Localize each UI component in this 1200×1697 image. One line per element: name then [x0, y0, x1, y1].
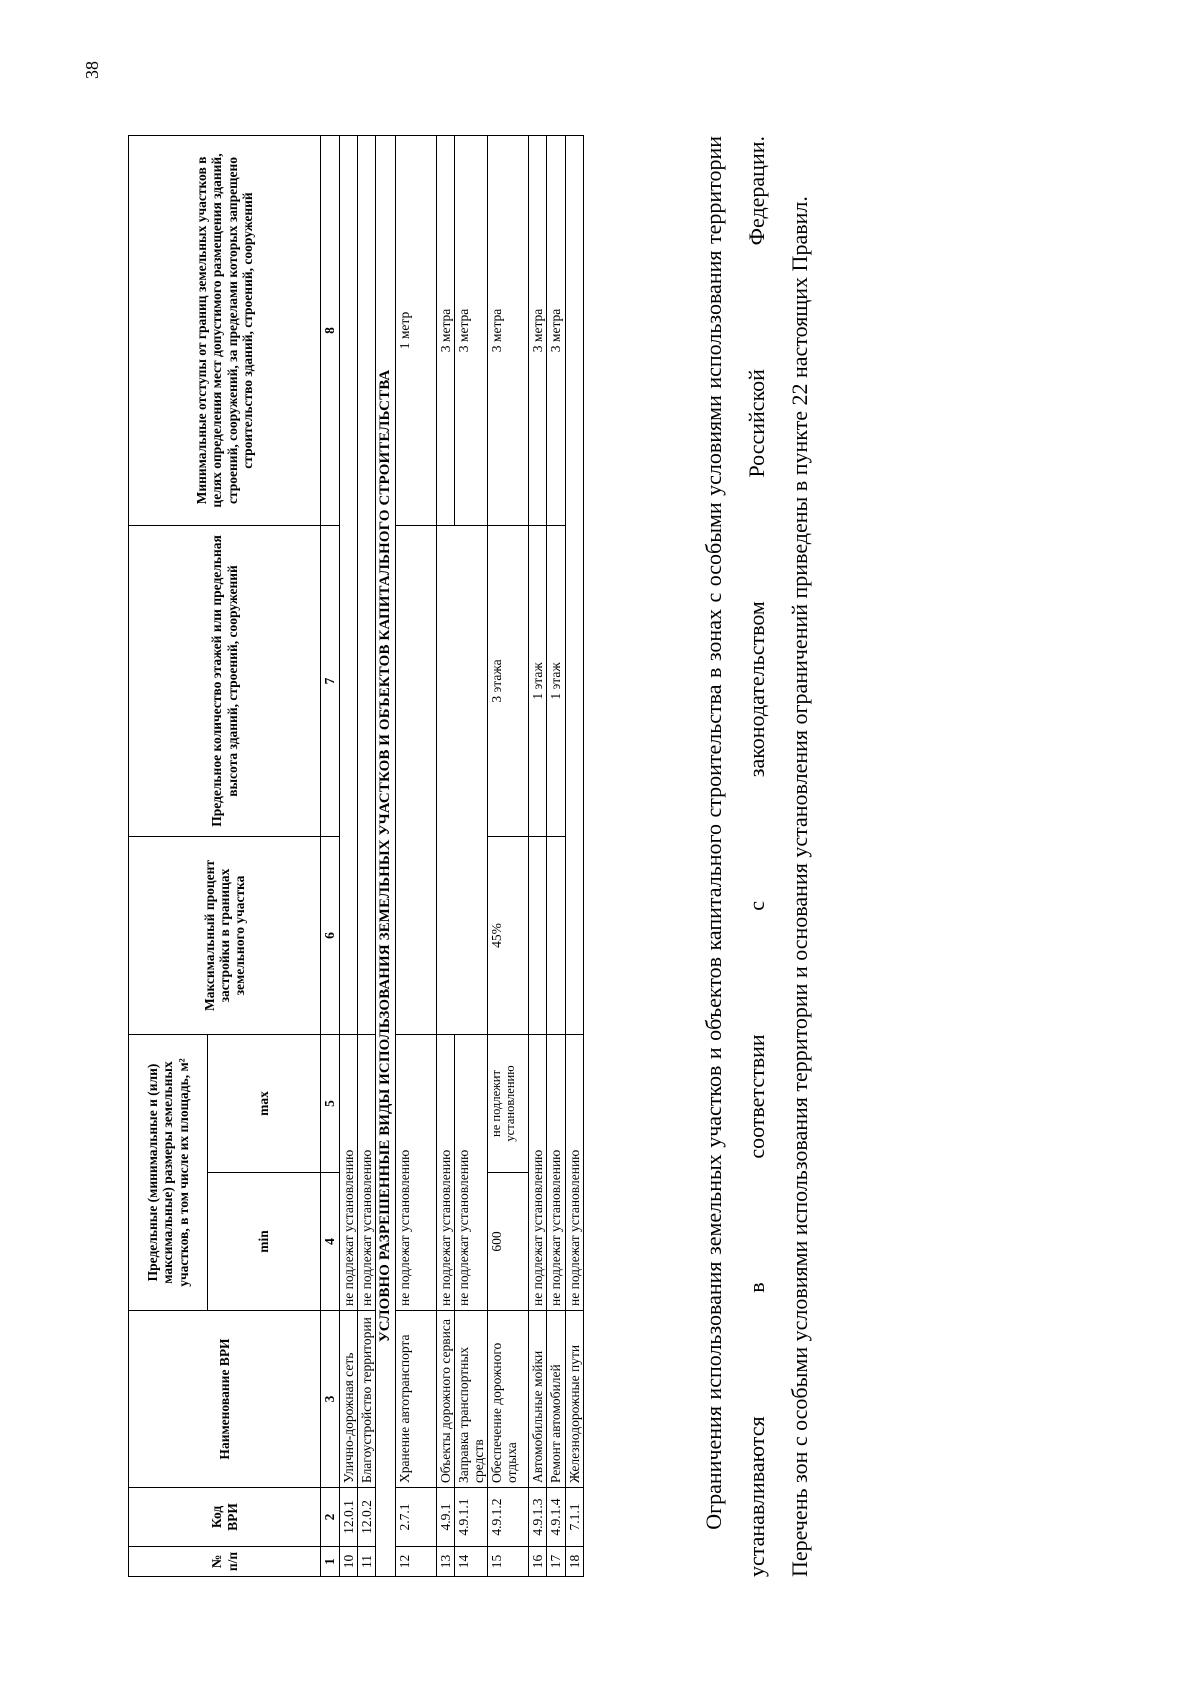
plot-size-min: 600: [488, 1173, 529, 1311]
vri-code: 12.0.2: [358, 1488, 376, 1547]
vri-code: 4.9.1.3: [529, 1488, 547, 1547]
column-number: 7: [321, 525, 340, 836]
header-max: max: [208, 1034, 321, 1172]
plot-size: не подлежат установлению: [396, 1034, 437, 1310]
vri-name: Обеспечение дорожного отдыха: [488, 1311, 529, 1488]
vri-code: 4.9.1.4: [547, 1488, 565, 1547]
floors: 1 этаж: [547, 525, 565, 836]
setback: 3 метра: [488, 135, 529, 525]
column-number: 8: [321, 135, 340, 525]
table-row: [340, 135, 358, 1576]
vri-name: Автомобильные мойки: [529, 1311, 547, 1488]
row-number: 17: [547, 1547, 565, 1577]
column-number-row: [321, 135, 340, 1576]
plot-size: не подлежат установлению: [340, 1034, 358, 1310]
table-row: [529, 135, 547, 1576]
column-number: 1: [321, 1547, 340, 1577]
vri-code: 12.0.1: [340, 1488, 358, 1547]
setback: 1 метр: [396, 135, 437, 525]
row-number: 15: [488, 1547, 529, 1577]
header-code: Код ВРИ: [129, 1488, 321, 1547]
column-number: 3: [321, 1311, 340, 1488]
header-row-1: [129, 135, 208, 1576]
vri-name: Объекты дорожного сервиса: [437, 1311, 455, 1488]
setback: 3 метра: [529, 135, 547, 525]
setback: 3 метра: [547, 135, 565, 525]
header-min: min: [208, 1173, 321, 1311]
plot-size: не подлежат установлению: [565, 1034, 583, 1310]
table-row: [358, 135, 376, 1576]
zones-paragraph: Перечень зон с особыми условиями использования территории и основания установления ограничений приведены в пункте 22 настоящих Правил.: [787, 196, 812, 1577]
table-row: [547, 135, 565, 1576]
row-number: 13: [437, 1547, 455, 1577]
plot-size: не подлежат установлению: [358, 1034, 376, 1310]
vri-name: Хранение автотранспорта: [396, 1311, 437, 1488]
header-floors: Предельное количество этажей или предельная высота зданий, строений, сооружений: [129, 525, 321, 836]
vri-name: Заправка транспортных средств: [455, 1311, 488, 1488]
vri-code: 4.9.1.2: [488, 1488, 529, 1547]
empty-cell: [565, 135, 583, 1034]
section-title: УСЛОВНО РАЗРЕШЕННЫЕ ВИДЫ ИСПОЛЬЗОВАНИЯ ЗЕМЕЛЬНЫХ УЧАСТКОВ И ОБЪЕКТОВ КАПИТАЛЬНОГО СТРОИТЕЛЬСТВА: [376, 135, 396, 1576]
column-number: 4: [321, 1173, 340, 1311]
row-number: 10: [340, 1547, 358, 1577]
setback: 3 метра: [455, 135, 488, 525]
regulations-table: [128, 135, 584, 1577]
row-number: 14: [455, 1547, 488, 1577]
empty-cell: [396, 525, 437, 1034]
header-num: № п/п: [129, 1547, 321, 1577]
section-row: [376, 135, 396, 1576]
vri-code: 2.7.1: [396, 1488, 437, 1547]
vri-code: 7.1.1: [565, 1488, 583, 1547]
build-percent: 45%: [488, 836, 529, 1034]
restrictions-paragraph: Ограничения использования земельных участков и объектов капитального строительства в зонах с особыми условиями использования территории устанавливаются в соответствии с законодательством Российской Федерации.: [701, 136, 769, 1577]
table-row: [488, 135, 529, 1576]
empty-cell: [358, 135, 376, 1034]
vri-code: 4.9.1: [437, 1488, 455, 1547]
row-number: 16: [529, 1547, 547, 1577]
vri-name: Благоустройство территории: [358, 1311, 376, 1488]
empty-cell: [340, 135, 358, 1034]
table-row: [437, 135, 455, 1576]
setback: 3 метра: [437, 135, 455, 525]
plot-size: не подлежат установлению: [455, 1034, 488, 1310]
row-number: 11: [358, 1547, 376, 1577]
vri-name: Железнодорожные пути: [565, 1311, 583, 1488]
column-number: 2: [321, 1488, 340, 1547]
floors: 3 этажа: [488, 525, 529, 836]
header-percent: Максимальный процент застройки в границах земельного участка: [129, 836, 321, 1034]
header-size: Предельные (минимальные и (или) максимальные) размеры земельных участков, в том числе их площадь, м²: [129, 1034, 208, 1310]
header-name: Наименование ВРИ: [129, 1311, 321, 1488]
vri-code: 4.9.1.1: [455, 1488, 488, 1547]
empty-cell: [529, 836, 547, 1034]
plot-size-max: не подлежит установлению: [488, 1034, 529, 1172]
row-number: 18: [565, 1547, 583, 1577]
plot-size: не подлежат установлению: [529, 1034, 547, 1310]
vri-name: Ремонт автомобилей: [547, 1311, 565, 1488]
empty-cell: [437, 525, 488, 1034]
header-setback: Минимальные отступы от границ земельных участков в целях определения мест допустимого размещения зданий, строений, сооружений, за пределами которых запрещено строительство зданий, строений, сооружений: [129, 135, 321, 525]
column-number: 5: [321, 1034, 340, 1172]
vri-name: Улично-дорожная сеть: [340, 1311, 358, 1488]
column-number: 6: [321, 836, 340, 1034]
page-number: 38: [82, 61, 102, 79]
plot-size: не подлежат установлению: [437, 1034, 455, 1310]
empty-cell: [547, 836, 565, 1034]
row-number: 12: [396, 1547, 437, 1577]
table-row: [565, 135, 583, 1576]
table-row: [396, 135, 437, 1576]
floors: 1 этаж: [529, 525, 547, 836]
plot-size: не подлежат установлению: [547, 1034, 565, 1310]
